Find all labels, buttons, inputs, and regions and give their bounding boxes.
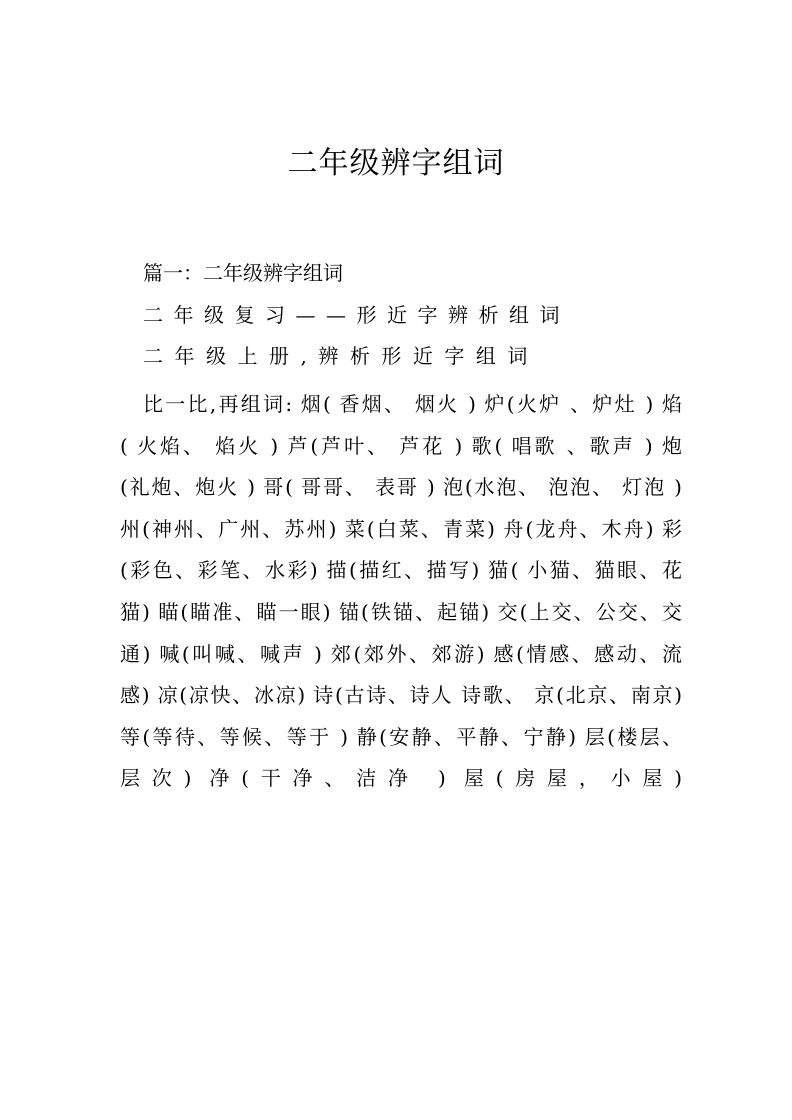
subtitle-line-1: 篇一：二年级辨字组词	[143, 261, 343, 285]
paragraph-row: 感) 凉(凉快、冰凉) 诗(古诗、诗人 诗歌、 京(北京、南京)	[120, 683, 682, 708]
paragraph-row: 层次) 净(干净、洁净 ) 屋(房屋，小屋)	[120, 766, 682, 791]
paragraph-row: (彩色、彩笔、水彩) 描(描红、描写) 猫( 小猫、猫眼、花	[120, 558, 682, 583]
word-list-paragraph	[120, 384, 682, 800]
paragraph-row: 等(等待、等候、等于 ) 静(安静、平静、宁静) 层(楼层、	[120, 724, 682, 749]
paragraph-row: 猫) 瞄(瞄准、瞄一眼) 锚(铁锚、起锚) 交(上交、公交、交	[120, 599, 682, 624]
subtitle-line-3: 二年级上册,辨析形近字组词	[143, 344, 539, 368]
subtitle-line-2: 二年级复习——形近字辨析组词	[143, 303, 570, 327]
paragraph-row: 比一比,再组词: 烟( 香烟、 烟火 ) 炉(火炉 、炉灶 ) 焰	[143, 392, 682, 416]
document-title: 二年级辨字组词	[287, 146, 505, 181]
paragraph-row: 通) 喊(叫喊、喊声 ) 郊(郊外、郊游) 感(情感、感动、流	[120, 641, 682, 666]
paragraph-row: 州(神州、广州、苏州) 菜(白菜、青菜) 舟(龙舟、木舟) 彩	[120, 516, 682, 541]
paragraph-row: (礼炮、炮火 ) 哥( 哥哥、 表哥 ) 泡(水泡、 泡泡、 灯泡 )	[120, 475, 682, 500]
paragraph-row: ( 火焰、 焰火 ) 芦(芦叶、 芦花 ) 歌( 唱歌 、歌声 ) 炮	[120, 433, 682, 458]
